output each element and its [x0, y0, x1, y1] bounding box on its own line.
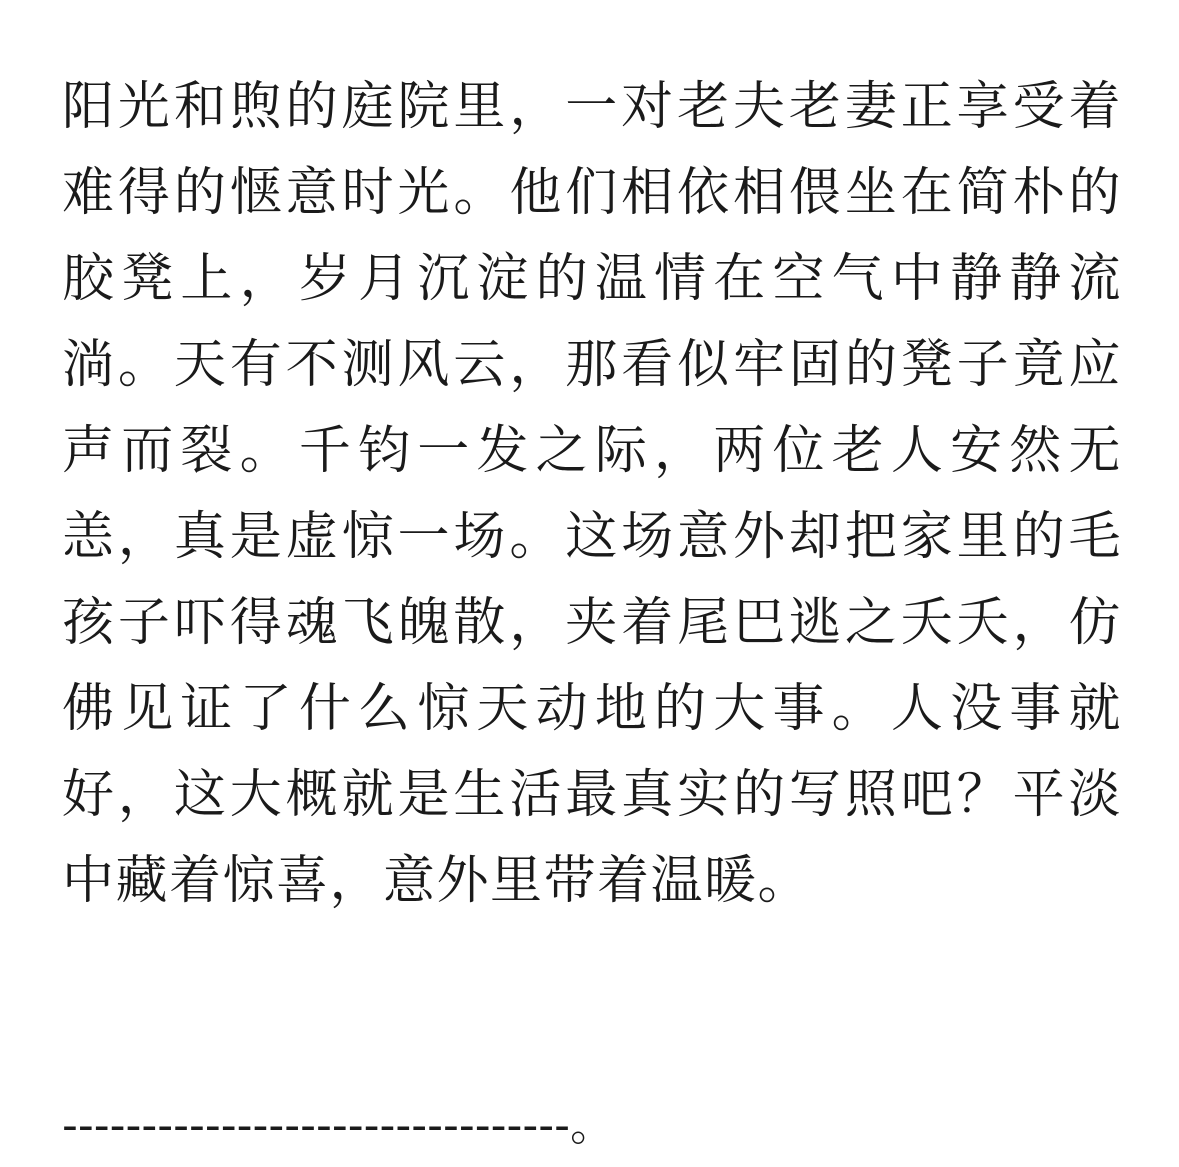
article-body-text: 阳光和煦的庭院里，一对老夫老妻正享受着难得的惬意时光。他们相依相偎坐在简朴的胶凳上，岁月沉淀的温情在空气中静静流淌。天有不测风云，那看似牢固的凳子竟应声而裂。千钧一发之际，两位老人安然无恙，真是虚惊一场。这场意外却把家里的毛孩子吓得魂飞魄散，夹着尾巴逃之夭夭，仿佛见证了什么惊天动地的大事。人没事就好，这大概就是生活最真实的写照吧？平淡中藏着惊喜，意外里带着温暖。	[62, 77, 1122, 911]
separator-line: --------------------------------。	[62, 1100, 615, 1151]
